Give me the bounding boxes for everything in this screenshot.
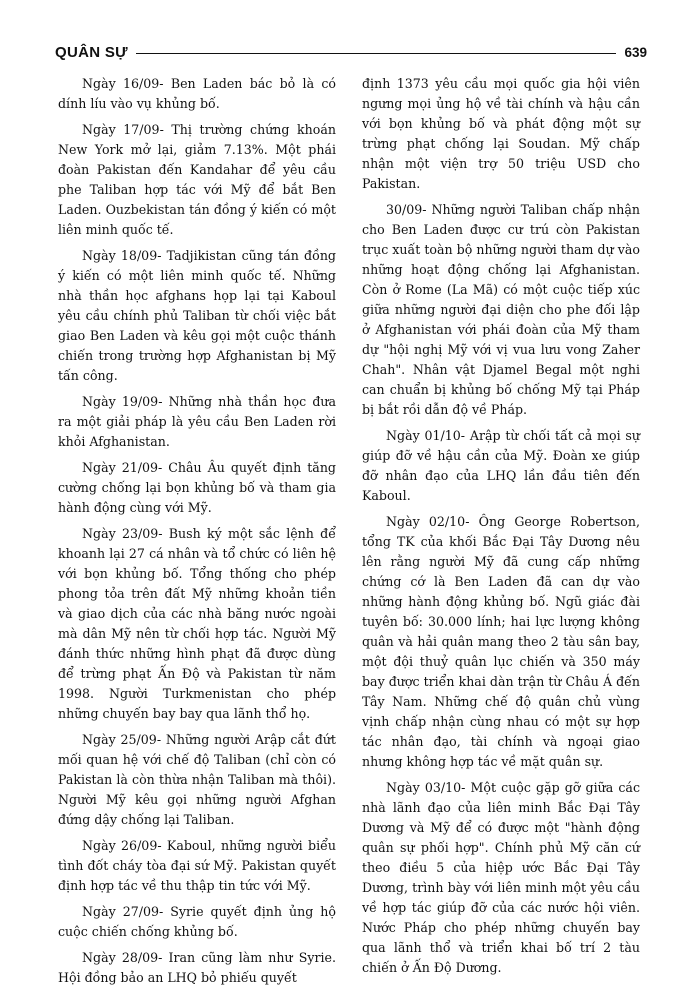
paragraph: Ngày 19/09- Những nhà thần học đưa ra một giải pháp là yêu cầu Ben Laden rời khỏi Afghanistan. — [58, 394, 336, 449]
section-title: QUÂN SỰ — [55, 43, 128, 61]
page-number: 639 — [624, 44, 647, 60]
left-column — [58, 74, 336, 994]
paragraph: 30/09- Những người Taliban chấp nhận cho Ben Laden được cư trú còn Pakistan trục xuất toàn bộ những người tham dự vào những hoạt động chống lại Afghanistan. Còn ở Rome (La Mã) có một cuộc tiếp xúc giữa những người đại diện cho phe đối lập ở Afghanistan với phái đoàn của Mỹ tham dự "hội nghị Mỹ với vị vua lưu vong Zaher Chah". Nhân vật Djamel Begal một nghi can chuẩn bị khủng bố chống Mỹ tại Pháp bị bắt rồi dẫn độ về Pháp. — [362, 202, 640, 417]
paragraph: Ngày 17/09- Thị trường chứng khoán New York mở lại, giảm 7.13%. Một phái đoàn Pakistan đến Kandahar để yêu cầu phe Taliban hợp tác với Mỹ để bắt Ben Laden. Ouzbekistan tán đồng ý kiến có một liên minh quốc tế. — [58, 122, 336, 237]
paragraph: Ngày 03/10- Một cuộc gặp gỡ giữa các nhà lãnh đạo của liên minh Bắc Đại Tây Dương và Mỹ để có được một "hành động quân sự phối hợp". Chính phủ Mỹ căn cứ theo điều 5 của hiệp ước Bắc Đại Tây Dương, trình bày với liên minh một yêu cầu về hợp tác giúp đỡ của các nước hội viên. Nước Pháp cho phép những chuyến bay qua lãnh thổ và triển khai bố trí 2 tàu chiến ở Ấn Độ Dương. — [362, 780, 640, 975]
paragraph: Ngày 26/09- Kaboul, những người biểu tình đốt cháy tòa đại sứ Mỹ. Pakistan quyết định hợp tác về thu thập tin tức với Mỹ. — [58, 838, 336, 893]
running-header — [55, 40, 647, 64]
paragraph: Ngày 27/09- Syrie quyết định ủng hộ cuộc chiến chống khủng bố. — [58, 904, 336, 939]
paragraph: Ngày 21/09- Châu Âu quyết định tăng cường chống lại bọn khủng bố và tham gia hành động cùng với Mỹ. — [58, 460, 336, 515]
paragraph: Ngày 02/10- Ông George Robertson, tổng TK của khối Bắc Đại Tây Dương nêu lên rằng người Mỹ đã cung cấp những chứng cớ là Ben Laden đã can dự vào những hành động khủng bố. Ngũ giác đài tuyên bố: 30.000 lính; hai lực lượng không quân và hải quân mang theo 2 tàu sân bay, một đội thuỷ quân lục chiến và 350 máy bay được triển khai dàn trận từ Châu Á đến Tây Nam. Những chế độ quân chủ vùng vịnh chấp nhận cùng nhau có một sự hợp tác nhân đạo, tài chính và ngoại giao nhưng không hợp tác về mặt quân sự. — [362, 514, 640, 769]
paragraph: Ngày 16/09- Ben Laden bác bỏ là có dính líu vào vụ khủng bố. — [58, 76, 336, 111]
paragraph-continuation: định 1373 yêu cầu mọi quốc gia hội viên ngưng mọi ủng hộ về tài chính và hậu cần với bọn khủng bố và phát động một sự trừng phạt chống lại Soudan. Mỹ chấp nhận một viện trợ 50 triệu USD cho Pakistan. — [362, 76, 640, 191]
paragraph: Ngày 28/09- Iran cũng làm như Syrie. Hội đồng bảo an LHQ bỏ phiếu quyết — [58, 950, 336, 985]
paragraph: Ngày 18/09- Tadjikistan cũng tán đồng ý kiến có một liên minh quốc tế. Những nhà thần học afghans họp lại tại Kaboul yêu cầu chính phủ Taliban từ chối việc bắt giao Ben Laden và kêu gọi một cuộc thánh chiến trong trường hợp Afghanistan bị Mỹ tấn công. — [58, 248, 336, 383]
header-rule — [136, 53, 617, 54]
paragraph: Ngày 23/09- Bush ký một sắc lệnh để khoanh lại 27 cá nhân và tổ chức có liên hệ với bọn khủng bố. Tổng thống cho phép phong tỏa trên đất Mỹ những khoản tiền và giao dịch của các nhà băng nước ngoài mà dân Mỹ nên từ chối hợp tác. Người Mỹ đánh thức những hình phạt đã được dùng để trừng phạt Ấn Độ và Pakistan từ năm 1998. Người Turkmenistan cho phép những chuyến bay bay qua lãnh thổ họ. — [58, 526, 336, 721]
right-column — [362, 74, 640, 984]
paragraph: Ngày 25/09- Những người Arập cắt đứt mối quan hệ với chế độ Taliban (chỉ còn có Pakistan là còn thừa nhận Taliban mà thôi). Người Mỹ kêu gọi những người Afghan đứng dậy chống lại Taliban. — [58, 732, 336, 827]
paragraph: Ngày 01/10- Arập từ chối tất cả mọi sự giúp đỡ về hậu cần của Mỹ. Đoàn xe giúp đỡ nhân đạo của LHQ lần đầu tiên đến Kaboul. — [362, 428, 640, 503]
